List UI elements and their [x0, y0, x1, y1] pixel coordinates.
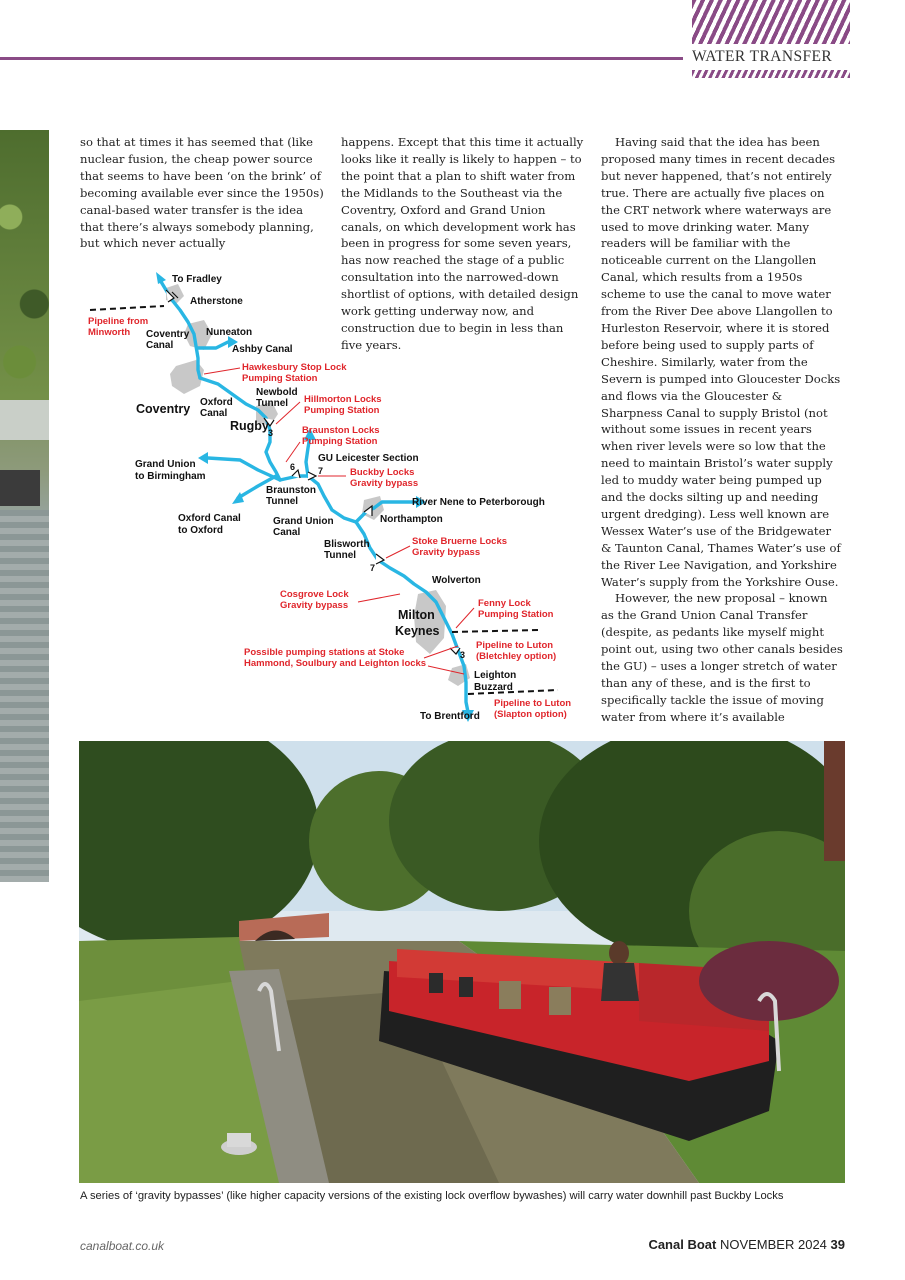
- strip-foliage: [0, 130, 49, 420]
- map-label-pipeline-minworth-1: Pipeline from: [88, 316, 149, 327]
- article-column-1: [80, 134, 324, 252]
- map-label-buckby-1: Buckby Locks: [350, 467, 415, 478]
- map-label-gu-leicester: GU Leicester Section: [318, 453, 419, 464]
- map-label-wolverton: Wolverton: [432, 575, 481, 586]
- canal-route-map: [80, 262, 585, 734]
- map-label-leighton-1: Leighton: [474, 670, 517, 681]
- map-label-pipeline-minworth-2: Minworth: [88, 327, 131, 338]
- map-label-luton-slapton-2: (Slapton option): [494, 709, 567, 720]
- map-label-milton-keynes-2: Keynes: [395, 624, 440, 638]
- section-title: WATER TRANSFER: [692, 48, 833, 65]
- map-label-to-brentford: To Brentford: [420, 711, 480, 722]
- map-label-rugby: Rugby: [230, 419, 269, 433]
- map-label-num-3b: 3: [460, 650, 466, 660]
- map-label-leighton-2: Buzzard: [474, 682, 513, 693]
- map-label-stoke-bruerne-2: Gravity bypass: [412, 547, 481, 558]
- map-label-northampton: Northampton: [380, 514, 443, 525]
- map-label-luton-bletchley-2: (Bletchley option): [476, 651, 557, 662]
- leader-cosgrove: [358, 594, 400, 602]
- map-label-grand-union-canal-2: Canal: [273, 527, 301, 538]
- map-label-blisworth-2: Tunnel: [324, 550, 357, 561]
- map-label-to-fradley: To Fradley: [172, 274, 222, 285]
- leader-fenny: [456, 608, 474, 628]
- article-text-col1: so that at times it has seemed that (like nuclear fusion, the cheap power source that seems to have been ‘on the brink’ of becoming available ever since the 1950s) canal-based water transfer is the idea that there’s always somebody planning, but which never actually: [80, 135, 324, 251]
- leader-hawkesbury: [204, 368, 240, 374]
- map-label-stoke-bruerne-1: Stoke Bruerne Locks: [412, 536, 508, 547]
- map-label-braunston-tunnel-1: Braunston: [266, 485, 316, 496]
- pipeline-minworth: [90, 306, 164, 310]
- map-label-gu-birmingham-2: to Birmingham: [135, 471, 206, 482]
- map-label-blisworth-1: Blisworth: [324, 539, 370, 550]
- footer-page-number: 39: [830, 1237, 845, 1252]
- left-photo-strip: [0, 130, 49, 882]
- leader-braunston: [286, 442, 300, 462]
- map-label-braunston-tunnel-2: Tunnel: [266, 496, 299, 507]
- map-label-buckby-2: Gravity bypass: [350, 478, 419, 489]
- photo-person-dress: [601, 963, 639, 1001]
- article-text-col3-p2: However, the new proposal – known as the Grand Union Canal Transfer (despite, as pedants like myself might point out, using two other canals besides the GU) – uses a longer stretch of water than any of these, and is the first to specifically tackle the issue of moving water from where it’s available: [601, 591, 843, 724]
- map-label-braunston-locks-2: Pumping Station: [302, 436, 378, 447]
- map-label-oxford-canal-2: Canal: [200, 408, 228, 419]
- map-label-newbold-2: Tunnel: [256, 398, 289, 409]
- strip-water: [0, 510, 49, 882]
- arrowhead-fradley: [156, 272, 166, 284]
- map-label-atherstone: Atherstone: [190, 296, 243, 307]
- map-label-cosgrove-2: Gravity bypass: [280, 600, 349, 611]
- map-label-ashby-canal: Ashby Canal: [232, 344, 293, 355]
- map-label-cosgrove-1: Cosgrove Lock: [280, 589, 349, 600]
- town-area-milton-keynes: [414, 590, 446, 654]
- map-label-nuneaton: Nuneaton: [206, 327, 253, 338]
- map-label-num-7a: 7: [318, 466, 324, 476]
- map-label-luton-slapton-1: Pipeline to Luton: [494, 698, 572, 709]
- header-rule: [0, 57, 683, 60]
- article-text-col2: happens. Except that this time it actually looks like it really is likely to happen – to the point that a plan to shift water from the Midlands to the Southeast via the Coventry, Oxford and Grand Union canals, on which development work has been in progress for some seven years, has now reached the stage of a public consultation into the narrowed-down shortlist of options, with detailed design work getting underway now, and construction due to begin in less than five years.: [341, 135, 584, 352]
- article-column-3: [601, 134, 844, 726]
- photo-caption: A series of ‘gravity bypasses’ (like higher capacity versions of the existing lock overflow bywashes) will carry water downhill past Buckby Locks: [80, 1190, 784, 1202]
- map-label-coventry: Coventry: [136, 402, 191, 416]
- map-label-luton-bletchley-1: Pipeline to Luton: [476, 640, 554, 651]
- footer-magazine-name: Canal Boat: [648, 1237, 717, 1252]
- pipeline-bletchley: [452, 630, 538, 632]
- map-label-possible-2: Hammond, Soulbury and Leighton locks: [244, 658, 427, 669]
- map-label-grand-union-canal-1: Grand Union: [273, 516, 334, 527]
- leader-stoke-bruerne: [386, 546, 410, 558]
- map-label-coventry-canal-1: Coventry: [146, 329, 190, 340]
- map-label-possible-1: Possible pumping stations at Stoke: [244, 647, 405, 658]
- strip-bridge: [0, 400, 49, 440]
- narrowboat-lock-photo: [79, 741, 845, 1183]
- footer-website: canalboat.co.uk: [80, 1239, 165, 1253]
- map-label-oxford-to-1: Oxford Canal: [178, 513, 241, 524]
- photo-shrub-purple: [699, 941, 839, 1021]
- map-label-braunston-locks-1: Braunston Locks: [302, 425, 380, 436]
- map-label-fenny-2: Pumping Station: [478, 609, 554, 620]
- section-title-underline: [692, 70, 850, 78]
- footer-issue: NOVEMBER 2024: [719, 1237, 827, 1252]
- map-label-milton-keynes-1: Milton: [398, 608, 435, 622]
- map-label-newbold-1: Newbold: [256, 387, 298, 398]
- map-label-gu-birmingham-1: Grand Union: [135, 459, 196, 470]
- map-label-hawkesbury-2: Pumping Station: [242, 373, 318, 384]
- map-label-hillmorton-2: Pumping Station: [304, 405, 380, 416]
- map-label-fenny-1: Fenny Lock: [478, 598, 531, 609]
- photo-person: [609, 941, 629, 965]
- strip-boat: [0, 470, 40, 506]
- map-label-num-6: 6: [290, 462, 296, 472]
- photo-house: [824, 741, 845, 861]
- map-label-hawkesbury-1: Hawkesbury Stop Lock: [242, 362, 347, 373]
- map-label-hillmorton-1: Hillmorton Locks: [304, 394, 382, 405]
- map-label-num-7b: 7: [370, 563, 376, 573]
- map-label-num-3a: 3: [268, 428, 274, 438]
- map-label-coventry-canal-2: Canal: [146, 340, 174, 351]
- map-label-oxford-canal-1: Oxford: [200, 397, 233, 408]
- article-text-col3-p1: Having said that the idea has been proposed many times in recent decades but never happened, that’s not entirely true. There are actually five places on the CRT network where waterways are used to move drinking water. Many readers will be familiar with the noticeable current on the Llangollen Canal, which results from a 1950s scheme to use the canal to move water from the River Dee above Llangollen to Hurleston Reservoir, where it is stored before being used to supply parts of Cheshire. Similarly, water from the Severn is pumped into Gloucester Docks and flows via the Gloucester & Sharpness Canal to supply Bristol (not without some issues in recent years when river levels were so low that the need to maintain Bristol’s water supply led to muddy water being pumped up and the docks silting up and needing urgent dredging). Less well known are Wessex Water’s use of the Bridgewater & Taunton Canal, Thames Water’s use of the River Lee Navigation, and Yorkshire Water’s supply from the Yorkshire Ouse.: [601, 135, 841, 589]
- map-label-nene: River Nene to Peterborough: [412, 497, 545, 508]
- arrowhead-birmingham: [198, 452, 208, 464]
- map-label-oxford-to-2: to Oxford: [178, 525, 223, 536]
- map-labels: [88, 274, 571, 722]
- header-hatch-decoration: [692, 0, 850, 44]
- footer-folio: [648, 1237, 845, 1252]
